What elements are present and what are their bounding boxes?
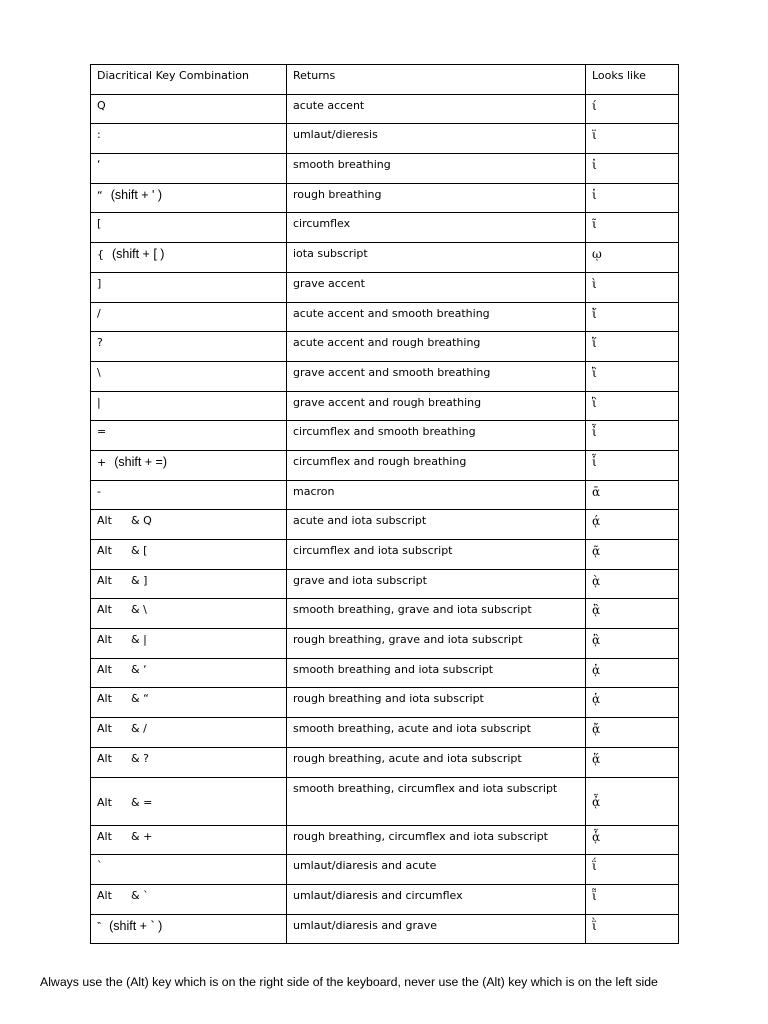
greek-glyph: ἴ — [592, 306, 597, 321]
key-note: & / — [131, 722, 147, 736]
key-note: (shift + [ ) — [112, 247, 165, 262]
returns-cell: umlaut/diaresis and grave — [287, 914, 586, 944]
key-cell — [91, 272, 287, 302]
key-combination: ‘ — [97, 158, 101, 172]
key-note: & + — [131, 829, 153, 843]
looks-like-cell — [586, 510, 679, 540]
key-cell — [91, 183, 287, 213]
greek-glyph: ΐ — [592, 859, 597, 874]
table-row — [91, 421, 679, 451]
looks-like-cell — [586, 154, 679, 184]
greek-glyph: ἳ — [592, 395, 597, 410]
table-row — [91, 243, 679, 273]
key-combination: { — [97, 248, 104, 262]
table-row — [91, 361, 679, 391]
key-note: & Q — [131, 514, 152, 528]
key-combination: Alt — [97, 795, 112, 809]
key-cell — [91, 884, 287, 914]
key-combination: + — [97, 455, 107, 469]
looks-like-cell — [586, 124, 679, 154]
key-combination: Q — [97, 98, 106, 112]
looks-like-cell — [586, 914, 679, 944]
greek-glyph: ῳ — [592, 247, 602, 262]
table-row — [91, 154, 679, 184]
looks-like-cell — [586, 688, 679, 718]
table-row — [91, 391, 679, 421]
returns-cell: circumflex — [287, 213, 586, 243]
key-cell — [91, 391, 287, 421]
returns-cell: rough breathing, circumflex and iota subscript — [287, 825, 586, 855]
table-row — [91, 272, 679, 302]
looks-like-cell — [586, 884, 679, 914]
key-cell — [91, 213, 287, 243]
key-cell — [91, 361, 287, 391]
returns-cell: grave and iota subscript — [287, 569, 586, 599]
key-combination: Alt — [97, 633, 112, 647]
header-looks-like: Looks like — [586, 65, 679, 95]
key-cell — [91, 747, 287, 777]
key-cell — [91, 302, 287, 332]
looks-like-cell — [586, 391, 679, 421]
greek-glyph: ᾆ — [592, 795, 601, 809]
returns-cell: rough breathing — [287, 183, 586, 213]
key-note: & ? — [131, 751, 149, 765]
greek-glyph: ί — [592, 98, 597, 113]
returns-cell: grave accent and smooth breathing — [287, 361, 586, 391]
key-cell — [91, 243, 287, 273]
looks-like-cell — [586, 94, 679, 124]
greek-glyph: ἱ — [592, 187, 597, 202]
key-combination: = — [97, 425, 107, 439]
returns-cell: circumflex and smooth breathing — [287, 421, 586, 451]
table-row — [91, 688, 679, 718]
key-note: & [ — [131, 544, 148, 557]
returns-cell: grave accent and rough breathing — [287, 391, 586, 421]
key-note: (shift + ' ) — [110, 187, 163, 202]
key-combination: : — [97, 128, 101, 142]
table-row — [91, 718, 679, 748]
key-cell — [91, 421, 287, 451]
table-header-row — [91, 65, 679, 95]
key-combination: Alt — [97, 544, 112, 557]
greek-glyph: ᾱ — [592, 484, 601, 499]
looks-like-cell — [586, 747, 679, 777]
key-note: & “ — [131, 692, 149, 706]
greek-glyph: ᾷ — [592, 544, 601, 558]
returns-cell: smooth breathing and iota subscript — [287, 658, 586, 688]
key-combination: [ — [97, 217, 102, 231]
greek-glyph: ᾁ — [592, 692, 601, 707]
table-row — [91, 124, 679, 154]
key-cell — [91, 480, 287, 510]
looks-like-cell — [586, 569, 679, 599]
returns-cell: rough breathing, acute and iota subscript — [287, 747, 586, 777]
greek-glyph: ἰ — [592, 158, 597, 173]
looks-like-cell — [586, 480, 679, 510]
returns-cell: smooth breathing — [287, 154, 586, 184]
returns-cell: macron — [287, 480, 586, 510]
key-combination: Alt — [97, 573, 112, 587]
greek-glyph: ὶ — [592, 276, 597, 291]
looks-like-cell — [586, 450, 679, 480]
greek-glyph: ᾅ — [592, 751, 601, 766]
key-cell — [91, 718, 287, 748]
key-combination: Alt — [97, 888, 112, 902]
key-combination: Alt — [97, 751, 112, 765]
table-row — [91, 855, 679, 885]
diacritical-key-table — [90, 64, 679, 944]
header-key: Diacritical Key Combination — [91, 65, 287, 95]
key-cell — [91, 825, 287, 855]
looks-like-cell — [586, 183, 679, 213]
key-combination: Alt — [97, 692, 112, 706]
table-row — [91, 599, 679, 629]
looks-like-cell — [586, 825, 679, 855]
table-row — [91, 480, 679, 510]
looks-like-cell — [586, 213, 679, 243]
looks-like-cell — [586, 599, 679, 629]
key-combination: Alt — [97, 722, 112, 736]
looks-like-cell — [586, 243, 679, 273]
key-note: & ] — [131, 573, 148, 587]
key-cell — [91, 154, 287, 184]
greek-glyph: ϊ — [592, 128, 597, 143]
key-cell — [91, 569, 287, 599]
looks-like-cell — [586, 718, 679, 748]
greek-glyph: ῗ — [592, 888, 597, 903]
key-combination: Alt — [97, 662, 112, 676]
looks-like-cell — [586, 332, 679, 362]
greek-glyph: ᾴ — [592, 514, 601, 529]
table-row — [91, 94, 679, 124]
key-combination: | — [97, 395, 101, 409]
key-cell — [91, 688, 287, 718]
key-combination: / — [97, 306, 101, 320]
returns-cell: circumflex and iota subscript — [287, 540, 586, 570]
key-note: & \ — [131, 603, 147, 617]
returns-cell: smooth breathing, grave and iota subscript — [287, 599, 586, 629]
returns-cell: acute accent and rough breathing — [287, 332, 586, 362]
key-note: (shift + ` ) — [109, 918, 163, 933]
greek-glyph: ἲ — [592, 365, 597, 380]
greek-glyph: ἷ — [592, 454, 597, 469]
returns-cell: umlaut/diaresis and acute — [287, 855, 586, 885]
table-row — [91, 540, 679, 570]
greek-glyph: ῒ — [592, 918, 597, 933]
returns-cell: iota subscript — [287, 243, 586, 273]
returns-cell: smooth breathing, circumflex and iota subscript — [287, 777, 586, 825]
header-returns: Returns — [287, 65, 586, 95]
key-cell — [91, 510, 287, 540]
looks-like-cell — [586, 855, 679, 885]
key-note: & | — [131, 633, 147, 647]
looks-like-cell — [586, 540, 679, 570]
greek-glyph: ἶ — [592, 425, 597, 440]
looks-like-cell — [586, 421, 679, 451]
greek-glyph: ᾂ — [592, 603, 601, 618]
key-cell — [91, 599, 287, 629]
key-cell — [91, 540, 287, 570]
looks-like-cell — [586, 302, 679, 332]
greek-glyph: ᾀ — [592, 662, 601, 677]
key-cell — [91, 914, 287, 944]
returns-cell: acute accent and smooth breathing — [287, 302, 586, 332]
footer-note: Always use the (Alt) key which is on the right side of the keyboard, never use the (Alt) key which is on the left side — [40, 975, 658, 989]
key-combination: Alt — [97, 603, 112, 617]
greek-glyph: ᾇ — [592, 829, 601, 844]
returns-cell: smooth breathing, acute and iota subscript — [287, 718, 586, 748]
key-combination: ‶ — [97, 919, 102, 933]
key-cell — [91, 94, 287, 124]
returns-cell: acute accent — [287, 94, 586, 124]
returns-cell: grave accent — [287, 272, 586, 302]
greek-glyph: ᾃ — [592, 633, 601, 648]
table-row — [91, 450, 679, 480]
table-row — [91, 658, 679, 688]
key-combination: - — [97, 484, 101, 498]
key-combination: Alt — [97, 829, 112, 843]
greek-glyph: ᾲ — [592, 573, 601, 588]
looks-like-cell — [586, 658, 679, 688]
key-cell — [91, 658, 287, 688]
returns-cell: umlaut/dieresis — [287, 124, 586, 154]
key-cell — [91, 855, 287, 885]
key-cell — [91, 450, 287, 480]
key-combination: ` — [97, 859, 103, 873]
returns-cell: rough breathing and iota subscript — [287, 688, 586, 718]
key-note: & ‘ — [131, 662, 147, 676]
table-row — [91, 914, 679, 944]
looks-like-cell — [586, 777, 679, 825]
table-row — [91, 629, 679, 659]
key-note: (shift + =) — [114, 454, 168, 469]
looks-like-cell — [586, 272, 679, 302]
returns-cell: acute and iota subscript — [287, 510, 586, 540]
greek-glyph: ἵ — [592, 336, 597, 351]
key-note: & ` — [131, 888, 149, 902]
looks-like-cell — [586, 361, 679, 391]
key-cell — [91, 124, 287, 154]
table-row — [91, 569, 679, 599]
table-row — [91, 183, 679, 213]
returns-cell: umlaut/diaresis and circumflex — [287, 884, 586, 914]
key-cell — [91, 629, 287, 659]
table-row — [91, 884, 679, 914]
key-note: & = — [131, 795, 153, 809]
key-combination: \ — [97, 365, 101, 379]
greek-glyph: ῖ — [592, 217, 597, 232]
table-row — [91, 747, 679, 777]
table-row — [91, 777, 679, 825]
returns-cell: circumflex and rough breathing — [287, 450, 586, 480]
key-combination: Alt — [97, 514, 112, 528]
table-row — [91, 302, 679, 332]
returns-cell: rough breathing, grave and iota subscript — [287, 629, 586, 659]
table-row — [91, 332, 679, 362]
table-row — [91, 510, 679, 540]
table-row — [91, 213, 679, 243]
key-cell — [91, 332, 287, 362]
key-combination: ? — [97, 336, 103, 350]
greek-glyph: ᾄ — [592, 722, 601, 737]
key-combination: ] — [97, 276, 102, 290]
looks-like-cell — [586, 629, 679, 659]
key-combination: “ — [97, 188, 103, 202]
key-cell — [91, 777, 287, 825]
table-row — [91, 825, 679, 855]
